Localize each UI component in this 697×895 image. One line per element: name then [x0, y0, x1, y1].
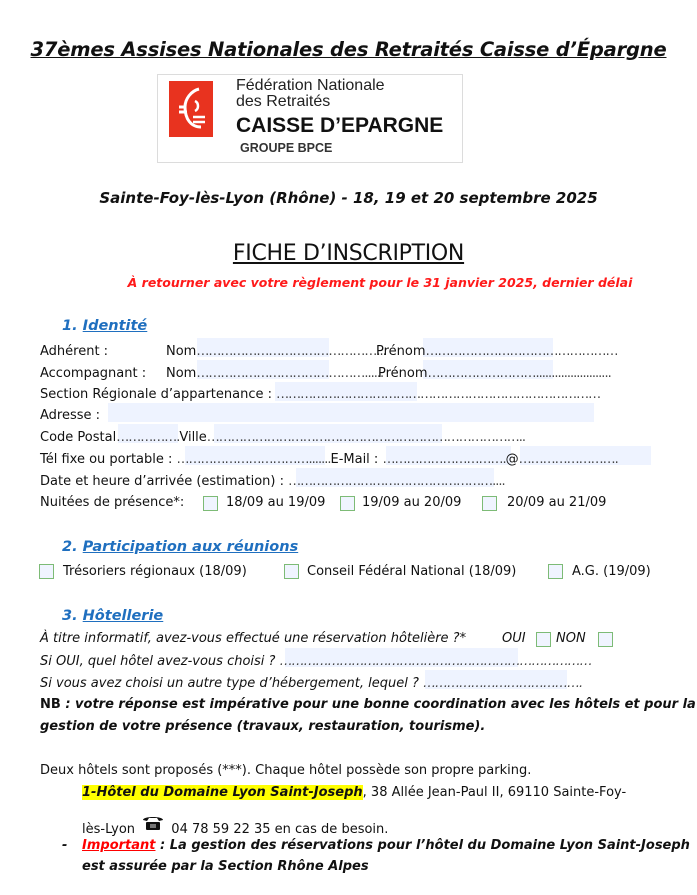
telephone-dots: ……………………………....... [176, 452, 331, 467]
at-sign: @ [505, 452, 519, 467]
hotel1-address: , 38 Allée Jean-Paul II, 69110 Sainte-Foy- [362, 785, 627, 800]
autre-hebergement-label: Si vous avez choisi un autre type d’hébergement, lequel ? [40, 676, 419, 691]
logo-line-2: des Retraités [236, 93, 331, 110]
logo-line-4: GROUPE BPCE [240, 141, 333, 155]
adresse-label: Adresse : [40, 408, 101, 423]
logo-line-1: Fédération Nationale [236, 77, 385, 94]
quel-hotel-dots: …………………………………………………………………… [279, 654, 592, 669]
nuitee-option-1: 18/09 au 19/09 [226, 495, 326, 510]
oui-checkbox[interactable] [536, 632, 551, 647]
adherent-prenom-row [376, 344, 618, 359]
non-label: NON [556, 631, 586, 646]
arrivee-row [40, 474, 505, 489]
accompagnant-prenom-row [378, 366, 611, 381]
important-line-1 [82, 838, 690, 853]
autre-hebergement-row [40, 676, 582, 691]
participation-option-ag: A.G. (19/09) [572, 564, 651, 579]
telephone-label: Tél fixe ou portable : [40, 452, 173, 467]
autre-hebergement-dots: …………………………………. [423, 676, 583, 691]
section-number: 1. [62, 318, 78, 334]
arrivee-dots: …………………………………………….... [288, 474, 505, 489]
code-postal-dots: ……………. [116, 430, 180, 445]
arrivee-label: Date et heure d’arrivée (estimation) : [40, 474, 285, 489]
nuitee-option-2: 19/09 au 20/09 [362, 495, 462, 510]
email-dots: …………………………. [382, 452, 506, 467]
adherent-label: Adhérent : [40, 344, 109, 359]
section-regionale-dots: ……………………………………………………………………… [276, 387, 601, 402]
bullet-dash: - [62, 838, 68, 853]
section-regionale-label: Section Régionale d’appartenance : [40, 387, 273, 402]
adherent-prenom-dots: ………………………………………… [425, 344, 618, 359]
nb-text-1: : votre réponse est impérative pour une bonne coordination avec les hôtels et pour la [60, 697, 696, 712]
participation-checkbox-tresoriers[interactable] [39, 564, 54, 579]
accompagnant-label: Accompagnant : [40, 366, 147, 381]
form-title: FICHE D’INSCRIPTION [232, 241, 465, 266]
important-text-2: est assurée par la Section Rhône Alpes [82, 859, 369, 874]
nuitee-checkbox-1[interactable] [203, 496, 218, 511]
participation-checkbox-ag[interactable] [548, 564, 563, 579]
participation-option-conseil: Conseil Fédéral National (18/09) [307, 564, 517, 579]
nom-label: Nom [166, 344, 197, 359]
quel-hotel-label: Si OUI, quel hôtel avez-vous choisi ? [40, 654, 276, 669]
ville-label: Ville [179, 430, 207, 445]
section-title: Participation aux réunions [82, 539, 299, 555]
event-location-dates: Sainte-Foy-lès-Lyon (Rhône) - 18, 19 et 20 septembre 2025 [99, 189, 598, 207]
hotel1-city: lès-Lyon [82, 822, 136, 837]
nuitee-checkbox-2[interactable] [340, 496, 355, 511]
non-checkbox[interactable] [598, 632, 613, 647]
code-postal-label: Code Postal [40, 430, 117, 445]
quel-hotel-row [40, 654, 592, 669]
deux-hotels-text: Deux hôtels sont proposés (***). Chaque hôtel possède son propre parking. [40, 763, 532, 778]
nb-label: NB [40, 697, 61, 712]
prenom-label: Prénom [376, 344, 426, 359]
section-title: Identité [82, 318, 148, 334]
adherent-nom-row [166, 344, 386, 359]
accompagnant-prenom-dots: ………………………........................ [427, 366, 611, 381]
adherent-nom-dots: ………………………………………... [196, 344, 386, 359]
deadline-notice: À retourner avec votre règlement pour le 31 janvier 2025, dernier délai [127, 275, 633, 290]
nuitee-checkbox-3[interactable] [482, 496, 497, 511]
important-text-1: : La gestion des réservations pour l’hôtel du Domaine Lyon Saint-Joseph [155, 838, 690, 853]
tel-email-row [40, 452, 618, 467]
caisse-epargne-squirrel-icon [169, 81, 213, 137]
section-title: Hôtellerie [82, 608, 164, 624]
participation-checkbox-conseil[interactable] [284, 564, 299, 579]
important-label: Important [82, 838, 156, 853]
nuitee-option-3: 20/09 au 21/09 [507, 495, 607, 510]
oui-label: OUI [502, 631, 526, 646]
hotel1-phone: 04 78 59 22 35 en cas de besoin. [171, 822, 389, 837]
reservation-question: À titre informatif, avez-vous effectué une réservation hôtelière ?* [40, 631, 467, 646]
section-participation-heading [62, 539, 298, 555]
accompagnant-nom-row [166, 366, 383, 381]
nb-line-1 [40, 697, 696, 712]
logo-line-3: CAISSE D’EPARGNE [236, 114, 444, 137]
nom-label: Nom [166, 366, 197, 381]
hotel1-phone-line [82, 815, 388, 837]
ville-dots: …………………………………………………………………….. [206, 430, 526, 445]
hotel1-name: 1-Hôtel du Domaine Lyon Saint-Joseph [82, 785, 363, 800]
nuitees-label: Nuitées de présence*: [40, 495, 185, 510]
adresse-field[interactable] [108, 403, 594, 422]
email-domain-dots: ……………………. [518, 452, 618, 467]
hotel1-line [82, 785, 626, 800]
section-number: 3. [62, 608, 78, 624]
email-label: E-Mail : [330, 452, 379, 467]
prenom-label: Prénom [378, 366, 428, 381]
nb-text-2: gestion de votre présence (travaux, restauration, tourisme). [40, 719, 486, 734]
participation-option-tresoriers: Trésoriers régionaux (18/09) [63, 564, 247, 579]
document-title: 37èmes Assises Nationales des Retraités Caisse d’Épargne [30, 38, 667, 61]
section-identite-heading [62, 318, 147, 334]
federation-logo [157, 74, 463, 163]
cp-ville-row [40, 430, 525, 445]
section-hotellerie-heading [62, 608, 163, 624]
accompagnant-nom-dots: ……………………………………...... [196, 366, 384, 381]
section-regionale-row [40, 387, 600, 402]
telephone-icon [142, 815, 164, 835]
section-number: 2. [62, 539, 78, 555]
